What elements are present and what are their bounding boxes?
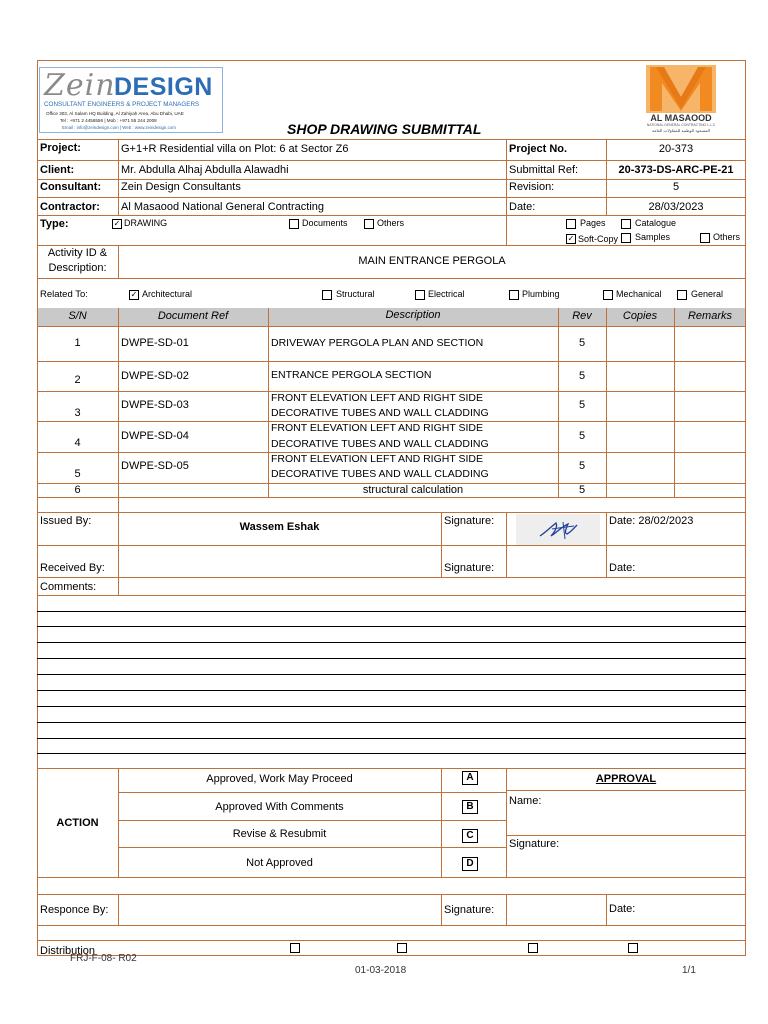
structural-label: Structural (336, 289, 375, 299)
logo-script: Zein (44, 68, 116, 103)
rule (37, 497, 746, 498)
approval-name-label: Name: (509, 795, 542, 807)
samples-checkbox[interactable] (621, 233, 631, 243)
rule (118, 792, 506, 793)
divider (506, 894, 507, 925)
project-value[interactable]: G+1+R Residential villa on Plot: 6 at Sector Z6 (121, 143, 349, 155)
row-2-ref: DWPE-SD-02 (121, 370, 189, 382)
divider (441, 512, 442, 577)
action-label: ACTION (56, 817, 99, 829)
samples-label: Samples (635, 232, 671, 242)
project-no-label: Project No. (509, 143, 568, 155)
row-2-rev: 5 (578, 370, 586, 382)
received-signature-label: Signature: (444, 562, 495, 574)
col-header-sn: S/N (68, 310, 87, 322)
distribution-checkbox-1[interactable] (290, 943, 300, 953)
related-label: Related To: (40, 289, 88, 300)
rule (37, 925, 746, 926)
others-label: Others (377, 218, 405, 228)
col-header-description: Description (385, 309, 441, 321)
divider (118, 894, 119, 925)
action-option-c: Revise & Resubmit (232, 828, 327, 840)
rule (37, 595, 746, 596)
row-4-ref: DWPE-SD-04 (121, 430, 189, 442)
plumbing-checkbox[interactable] (509, 290, 519, 300)
general-checkbox[interactable] (677, 290, 687, 300)
divider (118, 139, 119, 215)
rule (37, 940, 746, 941)
activity-label-line1: Activity ID & (47, 247, 108, 259)
action-option-a: Approved, Work May Proceed (206, 773, 353, 785)
logo-web: Email : info@zeindesign.com | Web : www.zeindesign.com (62, 125, 176, 130)
footer-date: 01-03-2018 (355, 965, 407, 976)
divider (441, 894, 442, 925)
comment-line (37, 611, 746, 612)
action-option-b: Approved With Comments (215, 801, 344, 813)
others-checkbox[interactable] (364, 219, 374, 229)
rule (118, 820, 506, 821)
distribution-label: Distribution (40, 945, 96, 957)
row-1-rev: 5 (578, 337, 586, 349)
row-5-ref: DWPE-SD-05 (121, 460, 189, 472)
drawing-label: DRAWING (124, 218, 168, 228)
row-2-desc: ENTRANCE PERGOLA SECTION (271, 369, 432, 381)
response-by-label: Responce By: (40, 904, 109, 916)
rule (37, 179, 746, 180)
divider (441, 768, 442, 877)
col-header-rev: Rev (572, 310, 592, 322)
form-title: SHOP DRAWING SUBMITTAL (287, 121, 482, 137)
client-value[interactable]: Mr. Abdulla Alhaj Abdulla Alawadhi (121, 164, 289, 176)
comments-field[interactable] (118, 578, 746, 595)
action-box-c[interactable]: C (462, 829, 478, 843)
documents-checkbox[interactable] (289, 219, 299, 229)
rule (37, 545, 746, 546)
rule (37, 768, 746, 769)
col-header-remarks: Remarks (687, 310, 732, 322)
others2-label: Others (713, 232, 741, 242)
rule (506, 835, 746, 836)
structural-checkbox[interactable] (322, 290, 332, 300)
row-5-desc-line2: DECORATIVE TUBES AND WALL CLADDING (271, 468, 489, 480)
soft-copy-label: Soft-Copy (578, 234, 619, 244)
general-label: General (691, 289, 724, 299)
row-1-desc: DRIVEWAY PERGOLA PLAN AND SECTION (271, 337, 484, 349)
logo-tagline: CONSULTANT ENGINEERS & PROJECT MANAGERS (44, 101, 200, 108)
approval-signature-label: Signature: (509, 838, 560, 850)
contractor-value[interactable]: Al Masaood National General Contracting (121, 201, 325, 213)
row-6-desc: structural calculation (362, 484, 464, 496)
date-value[interactable]: 28/03/2023 (648, 201, 704, 213)
consultant-value[interactable]: Zein Design Consultants (121, 181, 241, 193)
al-masaood-sub: NATIONAL GENERAL CONTRACTING L.L.C (646, 123, 716, 127)
plumbing-label: Plumbing (522, 289, 560, 299)
row-4-desc-line1: FRONT ELEVATION LEFT AND RIGHT SIDE (271, 422, 483, 434)
rule (118, 847, 506, 848)
issued-date: Date: 28/02/2023 (609, 515, 694, 527)
comment-line (37, 690, 746, 691)
comments-label: Comments: (40, 581, 97, 593)
rule (37, 215, 746, 216)
action-box-d[interactable]: D (462, 857, 478, 871)
type-label: Type: (40, 218, 69, 230)
row-3-desc-line1: FRONT ELEVATION LEFT AND RIGHT SIDE (271, 392, 483, 404)
row-6-sn: 6 (74, 484, 81, 496)
rule (37, 245, 746, 246)
others2-checkbox[interactable] (700, 233, 710, 243)
logo-design-word: DESIGN (114, 73, 213, 101)
row-5-desc-line1: FRONT ELEVATION LEFT AND RIGHT SIDE (271, 453, 483, 465)
footer-form-code: FRJ-F-08- R02 (70, 953, 137, 964)
revision-label: Revision: (509, 181, 555, 193)
received-date-label: Date: (609, 562, 636, 574)
row-4-desc-line2: DECORATIVE TUBES AND WALL CLADDING (271, 438, 489, 450)
row-2-sn: 2 (74, 374, 81, 386)
mechanical-label: Mechanical (616, 289, 662, 299)
project-label: Project: (40, 142, 81, 154)
form-frame (37, 60, 746, 956)
comment-line (37, 626, 746, 627)
mechanical-checkbox[interactable] (603, 290, 613, 300)
row-4-sn: 4 (74, 437, 81, 449)
signature-image (516, 514, 600, 545)
rule (37, 278, 746, 279)
contractor-label: Contractor: (40, 201, 100, 213)
issued-by-name[interactable]: Wassem Eshak (239, 521, 320, 533)
row-3-desc-line2: DECORATIVE TUBES AND WALL CLADDING (271, 407, 489, 419)
revision-value[interactable]: 5 (672, 181, 680, 193)
comment-line (37, 706, 746, 707)
date-label: Date: (509, 201, 536, 213)
catalogue-label: Catalogue (635, 218, 677, 228)
rule (506, 790, 746, 791)
activity-value[interactable]: MAIN ENTRANCE PERGOLA (358, 255, 506, 267)
row-4-rev: 5 (578, 430, 586, 442)
distribution-checkbox-3[interactable] (528, 943, 538, 953)
distribution-checkbox-2[interactable] (397, 943, 407, 953)
submittal-ref-label: Submittal Ref: (509, 164, 579, 176)
handwritten-signature-icon (516, 514, 600, 545)
col-header-copies: Copies (622, 310, 658, 322)
action-box-b[interactable]: B (462, 800, 478, 814)
divider (606, 894, 607, 925)
row-3-sn: 3 (74, 407, 81, 419)
project-no-value[interactable]: 20-373 (658, 143, 694, 155)
al-masaood-arabic: المسعود الوطنية للمقاولات العامة (652, 128, 710, 133)
action-option-d: Not Approved (246, 857, 313, 869)
divider (606, 512, 607, 577)
electrical-label: Electrical (428, 289, 465, 299)
consultant-label: Consultant: (40, 181, 102, 193)
comment-line (37, 738, 746, 739)
approval-title: APPROVAL (595, 773, 657, 785)
pages-checkbox[interactable] (566, 219, 576, 229)
row-3-ref: DWPE-SD-03 (121, 399, 189, 411)
divider (606, 308, 607, 497)
col-header-doc-ref: Document Ref (157, 310, 229, 322)
comment-line (37, 753, 746, 754)
divider (506, 139, 507, 245)
catalogue-checkbox[interactable] (621, 219, 631, 229)
action-box-a[interactable]: A (462, 771, 478, 785)
rule (37, 894, 746, 895)
rule (37, 877, 746, 878)
submittal-ref-value[interactable]: 20-373-DS-ARC-PE-21 (618, 164, 734, 176)
activity-label-line2: Description: (48, 262, 107, 274)
rule (37, 139, 746, 140)
architectural-checkbox[interactable]: ✓ (130, 290, 138, 299)
row-3-rev: 5 (578, 399, 586, 411)
divider (118, 308, 119, 512)
comment-line (37, 642, 746, 643)
architectural-label: Architectural (142, 289, 193, 299)
row-5-rev: 5 (578, 460, 586, 472)
comment-line (37, 722, 746, 723)
client-label: Client: (40, 164, 75, 176)
row-1-sn: 1 (74, 337, 81, 349)
received-by-label: Received By: (40, 562, 105, 574)
rule (37, 326, 746, 327)
comment-line (37, 658, 746, 659)
rule (37, 197, 746, 198)
footer-page: 1/1 (682, 965, 696, 976)
rule (37, 361, 746, 362)
electrical-checkbox[interactable] (415, 290, 425, 300)
rule (37, 512, 746, 513)
logo-tel: Tel : +971 2 4456556 | Mob : +971 55 244 2008 (60, 118, 157, 123)
drawing-checkbox[interactable]: ✓ (113, 219, 121, 228)
divider (506, 512, 507, 577)
documents-label: Documents (302, 218, 348, 228)
soft-copy-checkbox[interactable]: ✓ (567, 234, 575, 243)
divider (268, 308, 269, 497)
divider (674, 308, 675, 497)
al-masaood-name: AL MASAOOD (650, 113, 712, 123)
comment-line (37, 674, 746, 675)
issued-by-label: Issued By: (40, 515, 92, 527)
logo-address: Office 303, Al Salam HQ Building, Al Zahiyah Area, Abu Dhabi, UAE (46, 111, 184, 116)
pages-label: Pages (580, 218, 606, 228)
row-5-sn: 5 (74, 468, 81, 480)
response-signature-label: Signature: (444, 904, 495, 916)
rule (37, 160, 746, 161)
distribution-checkbox-4[interactable] (628, 943, 638, 953)
issued-signature-label: Signature: (444, 515, 495, 527)
row-1-ref: DWPE-SD-01 (121, 337, 189, 349)
response-date-label: Date: (609, 903, 636, 915)
row-6-rev: 5 (578, 484, 586, 496)
